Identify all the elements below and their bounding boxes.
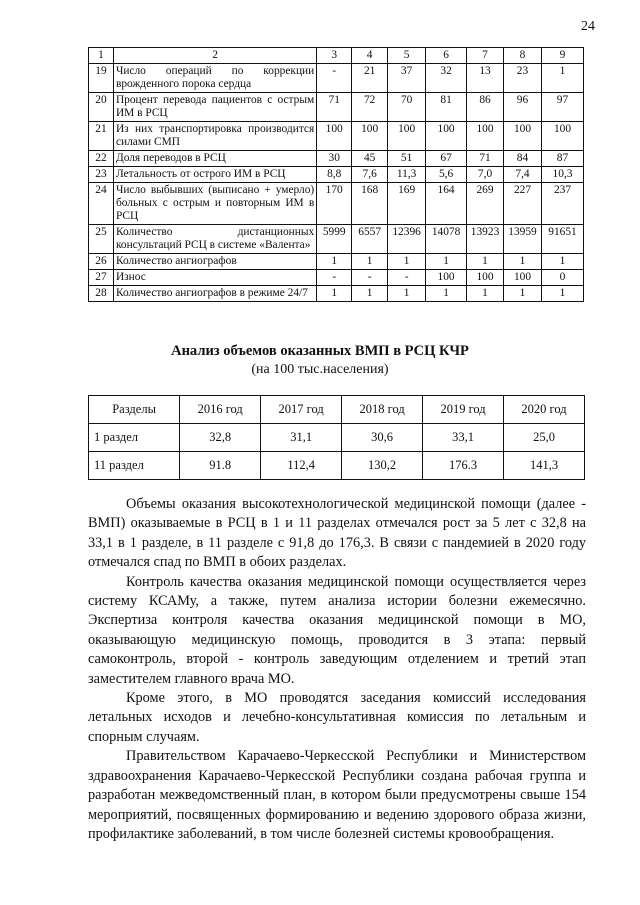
table-cell: 13959	[504, 225, 542, 254]
table-cell: 141,3	[504, 452, 585, 480]
table-cell: 13923	[467, 225, 504, 254]
page-number: 24	[581, 19, 595, 34]
table-cell: 21	[352, 64, 388, 93]
table-cell: 1	[541, 286, 583, 302]
table-cell: 51	[388, 151, 426, 167]
header-cell: 5	[388, 48, 426, 64]
table-cell: 25,0	[504, 424, 585, 452]
table-cell: 30,6	[342, 424, 423, 452]
table-cell: -	[317, 270, 352, 286]
table-row	[89, 183, 584, 225]
table-row	[89, 452, 585, 480]
table-cell: 100	[504, 270, 542, 286]
table-cell: 1	[426, 286, 467, 302]
table-cell: 269	[467, 183, 504, 225]
table-cell: 1	[467, 254, 504, 270]
table-cell: 1	[541, 64, 583, 93]
table-cell: 81	[426, 93, 467, 122]
table-cell: 1	[352, 286, 388, 302]
header-cell: 2	[113, 48, 316, 64]
paragraph: Контроль качества оказания медицинской помощи осуществляется через систему КСАМу, а также, путем анализа истории болезни ежемесячно. Экспертиза контроля качества оказания медицинской помощи в МО, оказывающую медицинскую помощь, проводится в 3 этапа: первый самоконтроль, второй - контроль заведующим отделением и третий этап заместителем главного врача МО.	[88, 573, 586, 687]
table-cell: 5999	[317, 225, 352, 254]
table-cell: 1	[467, 286, 504, 302]
table-cell: 37	[388, 64, 426, 93]
table-row	[89, 424, 585, 452]
table-cell: 0	[541, 270, 583, 286]
table-cell: 8,8	[317, 167, 352, 183]
table-row	[89, 167, 584, 183]
section-title: Анализ объемов оказанных ВМП в РСЦ КЧР	[171, 343, 469, 359]
table-cell: 25	[89, 225, 114, 254]
header-cell: 9	[541, 48, 583, 64]
header-cell: 2018 год	[342, 396, 423, 424]
table-cell: Количество ангиографов	[113, 254, 316, 270]
table-cell: 19	[89, 64, 114, 93]
header-cell: 3	[317, 48, 352, 64]
table-cell: 86	[467, 93, 504, 122]
table-cell: 164	[426, 183, 467, 225]
table-cell: Число операций по коррекции врожденного порока сердца	[113, 64, 316, 93]
table-cell: -	[317, 64, 352, 93]
table-cell: 13	[467, 64, 504, 93]
table-cell: Число выбывших (выписано + умерло) больных с острым и повторным ИМ в РСЦ	[113, 183, 316, 225]
table-header-row	[89, 48, 584, 64]
table-cell: 27	[89, 270, 114, 286]
header-cell: 7	[467, 48, 504, 64]
table-header-row	[89, 396, 585, 424]
table-cell: 10,3	[541, 167, 583, 183]
table-cell: 91.8	[180, 452, 261, 480]
table-cell: 21	[89, 122, 114, 151]
table-cell: 100	[426, 270, 467, 286]
table-cell: 32,8	[180, 424, 261, 452]
vmp-table	[88, 395, 585, 480]
header-cell: 2020 год	[504, 396, 585, 424]
header-cell: 1	[89, 48, 114, 64]
table-row	[89, 93, 584, 122]
table-cell: Процент перевода пациентов с острым ИМ в РСЦ	[113, 93, 316, 122]
table-cell: 100	[426, 122, 467, 151]
table-cell: 1	[317, 254, 352, 270]
table-cell: Доля переводов в РСЦ	[113, 151, 316, 167]
table-cell: 32	[426, 64, 467, 93]
table-cell: 100	[467, 270, 504, 286]
table-cell: 169	[388, 183, 426, 225]
table-cell: 100	[541, 122, 583, 151]
table-cell: 1 раздел	[89, 424, 180, 452]
table-cell: -	[388, 270, 426, 286]
header-cell: 2019 год	[423, 396, 504, 424]
table-row	[89, 64, 584, 93]
table-cell: 12396	[388, 225, 426, 254]
table-row	[89, 254, 584, 270]
section-subtitle: (на 100 тыс.населения)	[251, 362, 389, 377]
table-cell: 96	[504, 93, 542, 122]
table-cell: 112,4	[261, 452, 342, 480]
table-cell: 20	[89, 93, 114, 122]
table-cell: 100	[352, 122, 388, 151]
table-cell: 28	[89, 286, 114, 302]
table-cell: 100	[504, 122, 542, 151]
table-cell: 168	[352, 183, 388, 225]
table-row	[89, 270, 584, 286]
header-cell: Разделы	[89, 396, 180, 424]
table-cell: 1	[426, 254, 467, 270]
table-cell: 5,6	[426, 167, 467, 183]
table-cell: 100	[317, 122, 352, 151]
paragraph: Объемы оказания высокотехнологической медицинской помощи (далее - ВМП) оказываемые в РСЦ в 1 и 11 разделах отмечался рост за 5 лет с 32,8 на 33,1 в 1 разделе, в 11 разделе с 91,8 до 176,3. В связи с пандемией в 2020 году отмечался спад по ВМП в обоих разделах.	[88, 496, 586, 571]
table-row	[89, 151, 584, 167]
table-cell: 26	[89, 254, 114, 270]
table-cell: 176.3	[423, 452, 504, 480]
table-cell: 14078	[426, 225, 467, 254]
table-cell: 67	[426, 151, 467, 167]
table-cell: 100	[467, 122, 504, 151]
body-text	[88, 495, 586, 844]
table-cell: 31,1	[261, 424, 342, 452]
table-cell: 91651	[541, 225, 583, 254]
table-cell: 6557	[352, 225, 388, 254]
header-cell: 2016 год	[180, 396, 261, 424]
table-row	[89, 225, 584, 254]
table-cell: 70	[388, 93, 426, 122]
header-cell: 6	[426, 48, 467, 64]
table-cell: 71	[317, 93, 352, 122]
paragraph: Кроме этого, в МО проводятся заседания комиссий исследования летальных исходов и лечебно-консультативная комиссия по летальным и спорным случаям.	[88, 690, 586, 745]
table-cell: 97	[541, 93, 583, 122]
table-cell: 7,0	[467, 167, 504, 183]
table-row	[89, 122, 584, 151]
table-cell: 7,6	[352, 167, 388, 183]
table-cell: 100	[388, 122, 426, 151]
paragraph: Правительством Карачаево-Черкесской Республики и Министерством здравоохранения Карачаево-Черкесской Республики создана рабочая группа и разработан межведомственный план, в котором были предусмотрены свыше 154 мероприятий, посвященных формированию и ведению здорового образа жизни, профилактике заболеваний, в том числе болезней системы кровообращения.	[88, 748, 586, 842]
indicators-table	[88, 47, 584, 302]
table-cell: 71	[467, 151, 504, 167]
table-cell: Из них транспортировка производится силами СМП	[113, 122, 316, 151]
table-cell: -	[352, 270, 388, 286]
table-cell: Износ	[113, 270, 316, 286]
table-cell: 1	[317, 286, 352, 302]
table-cell: 1	[352, 254, 388, 270]
table-cell: 22	[89, 151, 114, 167]
table-cell: 23	[89, 167, 114, 183]
header-cell: 2017 год	[261, 396, 342, 424]
table-row	[89, 286, 584, 302]
table-cell: 87	[541, 151, 583, 167]
table-cell: Количество ангиографов в режиме 24/7	[113, 286, 316, 302]
table-cell: 1	[504, 286, 542, 302]
table-cell: 7,4	[504, 167, 542, 183]
table-cell: Летальность от острого ИМ в РСЦ	[113, 167, 316, 183]
table-cell: 30	[317, 151, 352, 167]
table-cell: Количество дистанционных консультаций РСЦ в системе «Валента»	[113, 225, 316, 254]
table-cell: 1	[388, 286, 426, 302]
table-cell: 1	[541, 254, 583, 270]
table-cell: 11,3	[388, 167, 426, 183]
table-cell: 227	[504, 183, 542, 225]
table-cell: 23	[504, 64, 542, 93]
table-cell: 237	[541, 183, 583, 225]
table-cell: 72	[352, 93, 388, 122]
table-cell: 130,2	[342, 452, 423, 480]
table-cell: 24	[89, 183, 114, 225]
header-cell: 8	[504, 48, 542, 64]
table-cell: 11 раздел	[89, 452, 180, 480]
table-cell: 33,1	[423, 424, 504, 452]
table-cell: 45	[352, 151, 388, 167]
table-cell: 170	[317, 183, 352, 225]
table-cell: 84	[504, 151, 542, 167]
header-cell: 4	[352, 48, 388, 64]
table-cell: 1	[388, 254, 426, 270]
table-cell: 1	[504, 254, 542, 270]
